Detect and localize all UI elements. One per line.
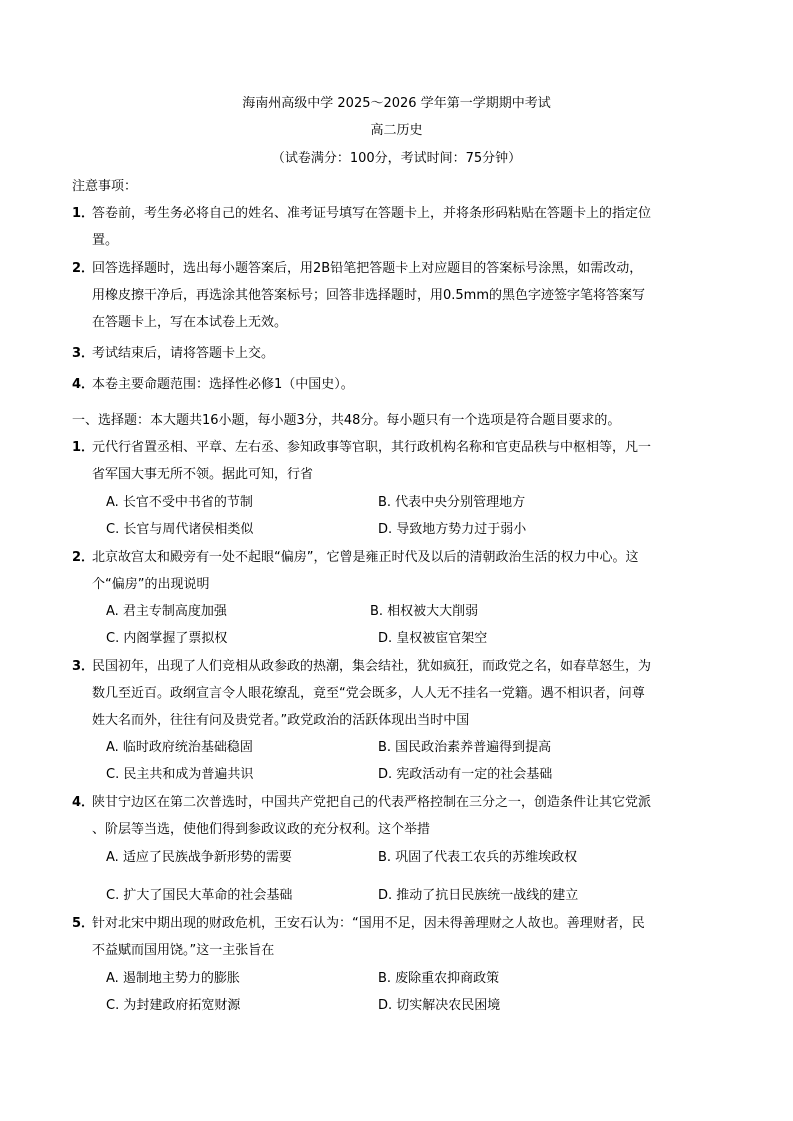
option-c[interactable]: C. 民主共和成为普遍共识: [106, 767, 254, 782]
question-line: 个“偏房”的出现说明: [92, 577, 210, 592]
note-number: 3．: [72, 346, 95, 361]
section-heading: 一、选择题：本大题共16小题，每小题3分，共48分。每小题只有一个选项是符合题目要求的。: [72, 413, 621, 428]
note-number: 4．: [72, 377, 95, 392]
question-line: 、阶层等当选，使他们得到参政议政的充分权利。这个举措: [92, 822, 431, 837]
question-number: 2．: [72, 550, 95, 565]
question-number: 1．: [72, 440, 95, 455]
option-d[interactable]: D. 宪政活动有一定的社会基础: [378, 767, 553, 782]
option-d[interactable]: D. 切实解决农民困境: [378, 998, 501, 1013]
note-line: 在答题卡上，写在本试卷上无效。: [92, 315, 288, 330]
question-line: 元代行省置丞相、平章、左右丞、参知政事等官职，其行政机构名称和官吏品秩与中枢相等，凡一: [92, 440, 652, 455]
note-line: 回答选择题时，选出每小题答案后，用2B铅笔把答题卡上对应题目的答案标号涂黑，如需改动，: [92, 261, 643, 276]
option-c[interactable]: C. 为封建政府拓宽财源: [106, 998, 241, 1013]
option-b[interactable]: B. 废除重农抑商政策: [378, 971, 500, 986]
question-line: 不益赋而国用饶。”这一主张旨在: [92, 943, 275, 958]
exam-title: 海南州高级中学 2025～2026 学年第一学期期中考试: [242, 96, 551, 111]
option-b[interactable]: B. 国民政治素养普遍得到提高: [378, 740, 552, 755]
note-line: 本卷主要命题范围：选择性必修1（中国史）。: [92, 377, 354, 392]
question-number: 4．: [72, 795, 95, 810]
question-line: 省军国大事无所不领。据此可知，行省: [92, 467, 314, 482]
note-number: 1．: [72, 206, 95, 221]
note-line: 考试结束后，请将答题卡上交。: [92, 346, 275, 361]
note-line: 置。: [92, 233, 119, 248]
note-number: 2．: [72, 261, 95, 276]
option-a[interactable]: A. 临时政府统治基础稳固: [106, 740, 253, 755]
question-line: 陕甘宁边区在第二次普选时，中国共产党把自己的代表严格控制在三分之一，创造条件让其它党派: [92, 795, 652, 810]
option-a[interactable]: A. 长官不受中书省的节制: [106, 495, 253, 510]
question-line: 针对北宋中期出现的财政危机，王安石认为：“国用不足，因未得善理财之人故也。善理财者，民: [92, 916, 645, 931]
option-c[interactable]: C. 长官与周代诸侯相类似: [106, 522, 254, 537]
question-line: 数几至近百。政纲宣言令人眼花缭乱，竟至“党会既多，人人无不挂名一党籍。遇不相识者，问尊: [92, 686, 645, 701]
option-d[interactable]: D. 皇权被宦官架空: [378, 631, 488, 646]
option-d[interactable]: D. 导致地方势力过于弱小: [378, 522, 527, 537]
option-c[interactable]: C. 内阁掌握了票拟权: [106, 631, 228, 646]
question-line: 姓大名而外，往往有问及贵党者。”政党政治的活跃体现出当时中国: [92, 713, 470, 728]
notes-heading: 注意事项：: [72, 179, 138, 194]
question-number: 3．: [72, 659, 95, 674]
note-line: 答卷前，考生务必将自己的姓名、准考证号填写在答题卡上，并将条形码粘贴在答题卡上的指定位: [92, 206, 652, 221]
question-line: 民国初年，出现了人们竞相从政参政的热潮，集会结社，犹如疯狂，而政党之名，如春草怒生，为: [92, 659, 652, 674]
option-a[interactable]: A. 遏制地主势力的膨胀: [106, 971, 240, 986]
subject-title: 高二历史: [370, 123, 423, 138]
option-b[interactable]: B. 巩固了代表工农兵的苏维埃政权: [378, 850, 578, 865]
option-b[interactable]: B. 代表中央分别管理地方: [378, 495, 526, 510]
question-line: 北京故宫太和殿旁有一处不起眼“偏房”，它曾是雍正时代及以后的清朝政治生活的权力中心。这: [92, 550, 639, 565]
note-line: 用橡皮擦干净后，再选涂其他答案标号；回答非选择题时，用0.5mm的黑色字迹签字笔将答案写: [92, 288, 646, 303]
option-a[interactable]: A. 君主专制高度加强: [106, 604, 227, 619]
question-number: 5．: [72, 916, 95, 931]
option-b[interactable]: B. 相权被大大削弱: [370, 604, 479, 619]
exam-info: （试卷满分：100分，考试时间：75分钟）: [271, 151, 522, 166]
option-a[interactable]: A. 适应了民族战争新形势的需要: [106, 850, 292, 865]
option-c[interactable]: C. 扩大了国民大革命的社会基础: [106, 888, 293, 903]
option-d[interactable]: D. 推动了抗日民族统一战线的建立: [378, 888, 579, 903]
